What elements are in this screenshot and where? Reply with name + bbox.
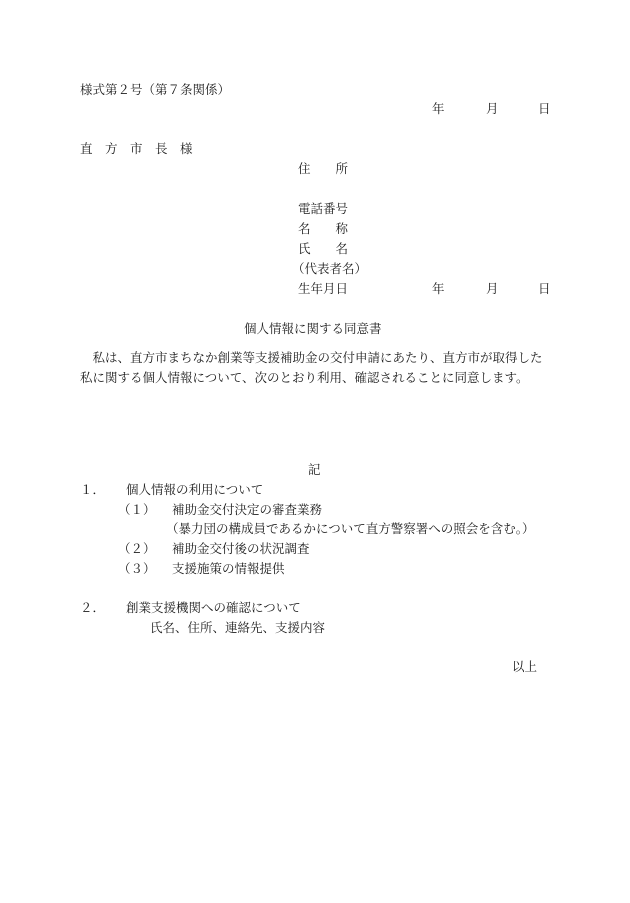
form-number: 様式第２号（第７条関係） xyxy=(80,82,231,97)
section-1-heading: 個人情報の利用について xyxy=(126,482,264,497)
item-3-number: （３） xyxy=(118,561,156,576)
date-year-label: 年 xyxy=(432,101,445,116)
birthdate-label: 生年月日 xyxy=(298,281,349,296)
ki-heading: 記 xyxy=(308,462,321,477)
item-2-text: 補助金交付後の状況調査 xyxy=(172,541,310,556)
name-label: 名 称 xyxy=(298,221,349,236)
birthdate-year-label: 年 xyxy=(432,281,445,296)
item-2-number: （２） xyxy=(118,541,156,556)
representative-label: （代表者名） xyxy=(292,261,368,276)
birthdate-month-label: 月 xyxy=(486,281,499,296)
address-label: 住 所 xyxy=(298,161,349,176)
phone-label: 電話番号 xyxy=(298,201,349,216)
closing-text: 以上 xyxy=(512,659,538,674)
item-1-note: （暴力団の構成員であるかについて直方警察署への照会を含む。） xyxy=(166,521,535,536)
addressee: 直 方 市 長 様 xyxy=(80,141,193,156)
document-title: 個人情報に関する同意書 xyxy=(244,321,382,336)
item-3-text: 支援施策の情報提供 xyxy=(172,561,285,576)
consent-paragraph: 私は、直方市まちなか創業等支援補助金の交付申請にあたり、直方市が取得した私に関する個人情報について、次のとおり利用、確認されることに同意します。 xyxy=(80,350,543,385)
section-2-number: ２． xyxy=(80,600,106,615)
section-2-detail: 氏名、住所、連絡先、支援内容 xyxy=(150,620,326,635)
date-month-label: 月 xyxy=(486,101,499,116)
item-1-text: 補助金交付決定の審査業務 xyxy=(172,502,323,517)
item-1-number: （１） xyxy=(118,502,156,517)
person-name-label: 氏 名 xyxy=(298,241,349,256)
section-2-heading: 創業支援機関への確認について xyxy=(126,600,301,615)
date-day-label: 日 xyxy=(538,101,551,116)
birthdate-day-label: 日 xyxy=(538,281,551,296)
section-1-number: １． xyxy=(80,482,106,497)
